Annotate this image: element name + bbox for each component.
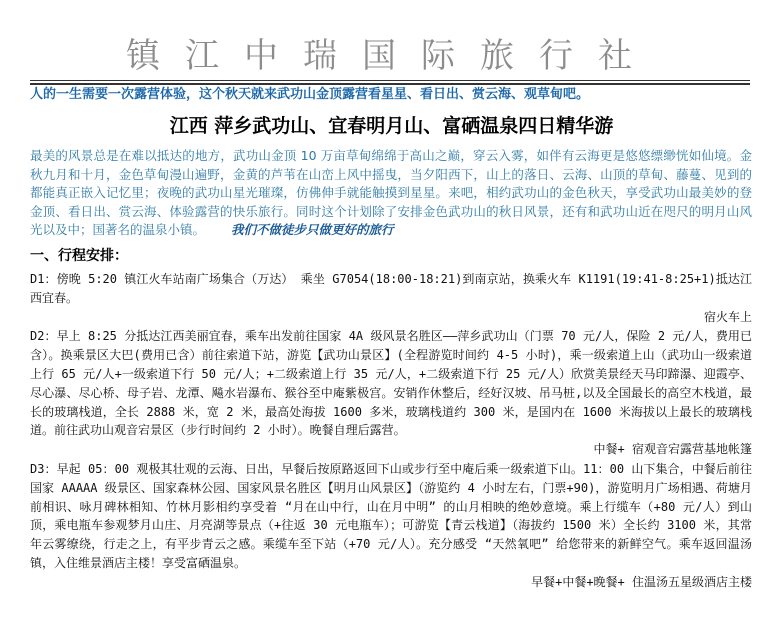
day-lodging: 宿火车上 [703, 309, 752, 324]
intro-text: 最美的风景总是在难以抵达的地方，武功山金顶 10 万亩草甸绵绵于高山之巅，穿云入雾，如伴有云海更是悠悠缥缈恍如仙境。金秋九月和十月，金色草甸漫山遍野，金黄的芦苇在山峦上风中摇曳，当夕阳西下，山上的落日、云海、山顶的草甸、藤蔓、见到的都能真正嵌入记忆里；夜晚的武功山星光璀璨，仿佛伸手就能触摸到星星。来吧，相约武功山的金色秋天，享受武功山最美妙的登金顶、看日出、赏云海、体验露营的快乐旅行。同时这个计划除了安排金色武功山的秋日风景，还有和武功山近在咫尺的明月山风光以及中；国著名的温泉小镇。 [30, 148, 752, 237]
tour-intro [30, 147, 752, 240]
day-lodging: 中餐+ 宿观音宕露营基地帐篷 [593, 442, 752, 457]
itinerary-heading: 一、行程安排： [30, 248, 128, 264]
day-1 [30, 270, 752, 326]
header-rule-thin [30, 80, 750, 81]
day-text: D1：傍晚 5:20 镇江火车站南广场集合（万达） 乘坐 G7054(18:00-18:21)到南京站，换乘火车 K1191(19:41-8:25+1)抵达江西宜春。 [30, 272, 752, 305]
header-rule-thick [30, 83, 750, 85]
company-name: 镇江中瑞国际旅行社 [126, 36, 657, 76]
day-lodging: 早餐+中餐+晚餐+ 住温汤五星级酒店主楼 [531, 574, 752, 589]
day-2 [30, 327, 752, 459]
intro-tagline: 我们不做徒步只做更好的旅行 [231, 222, 394, 237]
day-text: D2：早上 8:25 分抵达江西美丽宜春，乘车出发前往国家 4A 级风景名胜区——萍乡武功山（门票 70 元/人，保险 2 元/人，费用已含）。换乘景区大巴(费用已含）前往索道下站，游览【武功山景区】(全程游览时间约 4-5 小时)，乘一级索道上山（武功山一级索道上行 65 元/人+一级索道下行 50 元/人；+二级索道上行 35 元/人，+二级索道下行 25 元/人）欣赏美景经天马印蹄瀑、迎霞亭、尽心瀑、尽心桥、母子岩、龙潭、飚水岩瀑布、猴谷至中庵紫极宫。安销作休整后，经好汉坡、吊马桩,以及全国最长的高空木栈道，最长的玻璃栈道，全长 2888 米，宽 2 米，最高处海拔 1600 多米，玻璃栈道约 300 米，是国内在 1600 米海拔以上最长的玻璃栈道。前往武功山观音宕景区（步行时间约 2 小时）。晚餐自理后露营。 [30, 329, 752, 438]
slogan: 人的一生需要一次露营体验，这个秋天就来武功山金顶露营看星星、看日出、赏云海、观草甸吧。 [30, 87, 590, 102]
itinerary-days [30, 270, 752, 592]
day-text: D3：早起 05：00 观极其壮观的云海、日出，早餐后按原路返回下山或步行至中庵后乘一级索道下山。11：00 山下集合，中餐后前往国家 AAAAA 级景区、国家森林公园、国家风景名胜区【明月山风景区】（游览约 4 小时左右，门票+90)，游览明月广场相遇、荷塘月前相识、咏月碑林相知、竹林月影相约享受着 “月在山中行，山在月中明” 的山月相映的绝妙意境。乘上行缆车（+80 元/人）到山顶，乘电瓶车参观梦月山庄、月亮湖等景点（+往返 30 元电瓶车）；可游览【青云栈道】（海拔约 1500 米）全长约 3100 米，其常年云雾缭绕，行走之上，有平步青云之感。乘缆车至下站（+70 元/人）。充分感受 “天然氧吧” 给您带来的新鲜空气。乘车返回温汤镇，入住维景酒店主楼！享受富硒温泉。 [30, 461, 752, 570]
tour-title: 江西 萍乡武功山、宜春明月山、富硒温泉四日精华游 [169, 115, 614, 137]
day-3 [30, 460, 752, 592]
